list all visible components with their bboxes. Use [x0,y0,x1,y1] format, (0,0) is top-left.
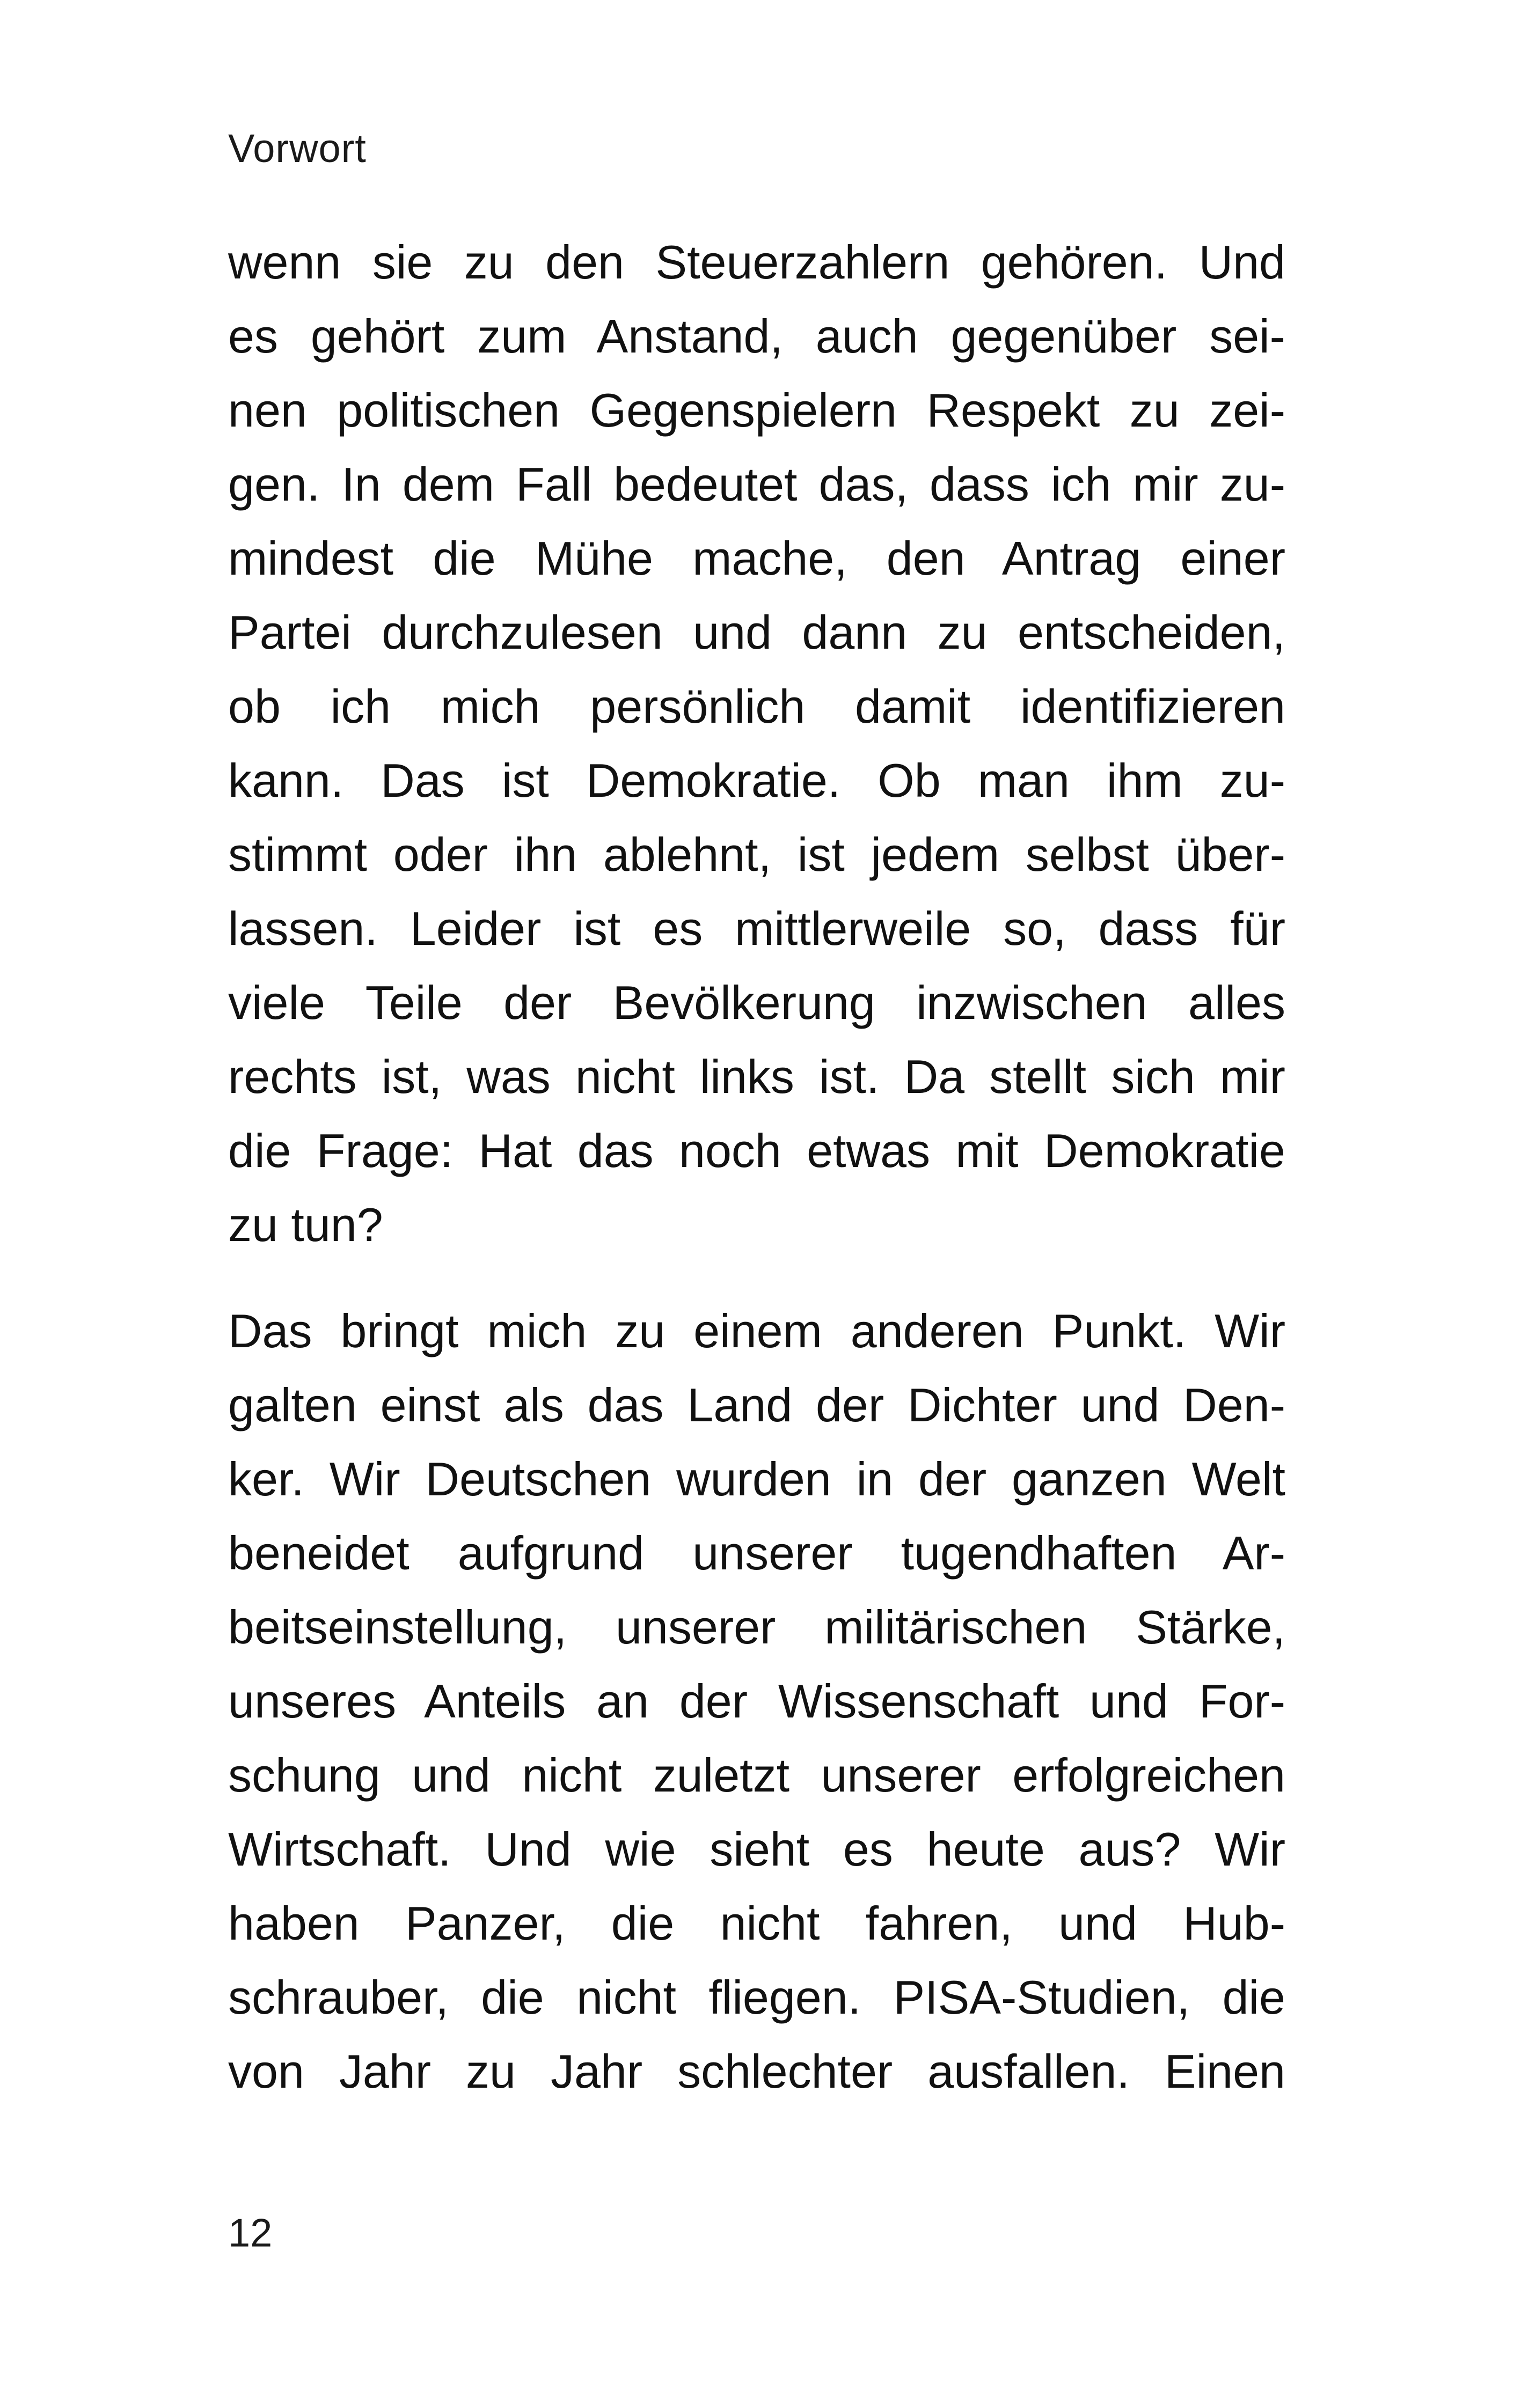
text-line: wenn sie zu den Steuerzahlern gehören. Und [228,236,1285,289]
text-line: galten einst als das Land der Dichter und Den- [228,1378,1285,1431]
text-line: mindest die Mühe mache, den Antrag einer [228,532,1285,585]
text-line: schung und nicht zuletzt unserer erfolgreichen [228,1749,1285,1802]
text-line: Wirtschaft. Und wie sieht es heute aus? Wir [228,1823,1285,1876]
text-line: unseres Anteils an der Wissenschaft und For- [228,1675,1285,1728]
running-head: Vorwort [228,126,367,171]
text-line: lassen. Leider ist es mittlerweile so, dass für [228,902,1285,955]
text-line: rechts ist, was nicht links ist. Da stellt sich mir [228,1050,1285,1103]
text-line: beneidet aufgrund unserer tugendhaften Ar- [228,1526,1285,1580]
text-line: ob ich mich persönlich damit identifizieren [228,680,1285,733]
text-line: ker. Wir Deutschen wurden in der ganzen Welt [228,1452,1285,1506]
paragraph [228,1294,1285,2109]
body-text [228,225,1285,2109]
text-line: beitseinstellung, unserer militärischen Stärke, [228,1601,1285,1654]
text-line: zu tun? [228,1198,383,1251]
text-line: Das bringt mich zu einem anderen Punkt. Wir [228,1304,1285,1357]
text-line: Partei durchzulesen und dann zu entscheiden, [228,606,1285,659]
text-line: stimmt oder ihn ablehnt, ist jedem selbst über- [228,828,1285,881]
text-line: haben Panzer, die nicht fahren, und Hub- [228,1897,1285,1950]
text-line: schrauber, die nicht fliegen. PISA-Studien, die [228,1971,1285,2024]
paragraph [228,225,1285,1262]
page-number: 12 [228,2211,273,2255]
text-line: viele Teile der Bevölkerung inzwischen alles [228,976,1285,1029]
text-line: es gehört zum Anstand, auch gegenüber sei- [228,310,1285,363]
text-line: kann. Das ist Demokratie. Ob man ihm zu- [228,754,1285,807]
text-line: nen politischen Gegenspielern Respekt zu zei- [228,384,1285,437]
text-line: die Frage: Hat das noch etwas mit Demokratie [228,1124,1285,1177]
paragraph-gap [228,1262,1285,1294]
text-line: gen. In dem Fall bedeutet das, dass ich mir zu- [228,458,1285,511]
text-line: von Jahr zu Jahr schlechter ausfallen. Einen [228,2045,1285,2098]
